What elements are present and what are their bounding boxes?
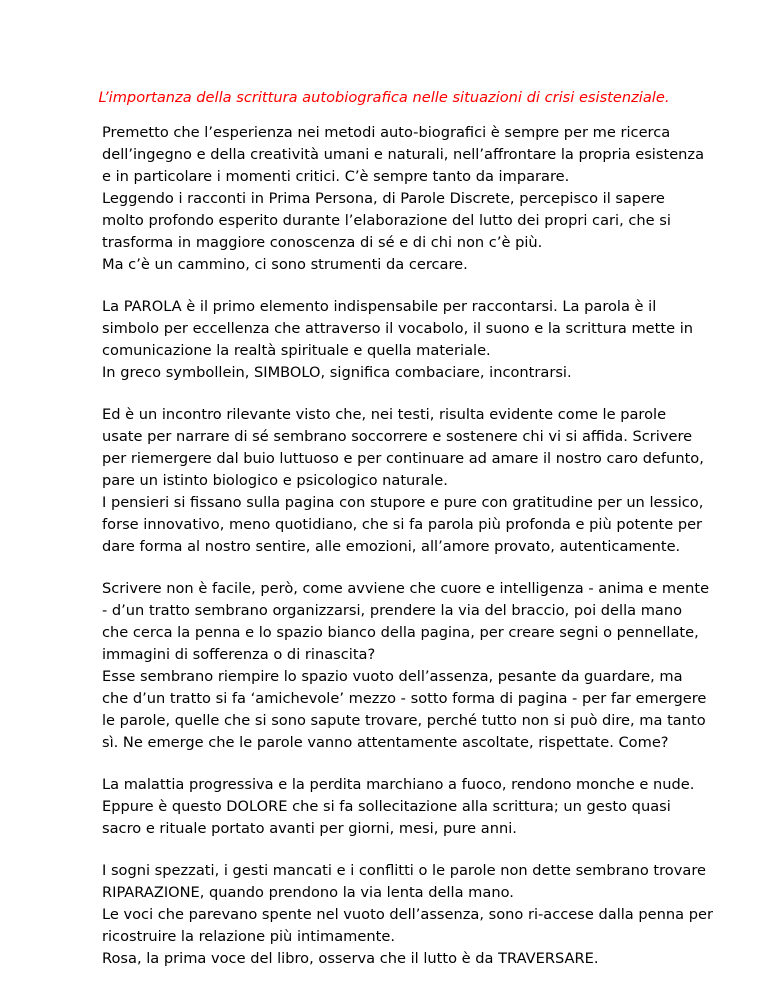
text-line: Leggendo i racconti in Prima Persona, di Parole Discrete, percepisco il sapere (102, 190, 665, 207)
text-line: immagini di sofferenza o di rinascita? (102, 646, 376, 663)
text-line: I sogni spezzati, i gesti mancati e i conflitti o le parole non dette sembrano trovare (102, 862, 706, 879)
text-line: La PAROLA è il primo elemento indispensabile per raccontarsi. La parola è il (102, 298, 657, 315)
text-line: comunicazione la realtà spirituale e quella materiale. (102, 342, 491, 359)
text-line: Ma c’è un cammino, ci sono strumenti da cercare. (102, 256, 468, 273)
text-line: simbolo per eccellenza che attraverso il vocabolo, il suono e la scrittura mette in (102, 320, 694, 337)
text-line: che d’un tratto si fa ‘amichevole’ mezzo - sotto forma di pagina - per far emergere (102, 690, 707, 707)
text-line: ricostruire la relazione più intimamente. (102, 928, 395, 945)
text-line: le parole, quelle che si sono sapute trovare, perché tutto non si può dire, ma tanto (102, 712, 706, 729)
text-line: Rosa, la prima voce del libro, osserva che il lutto è da TRAVERSARE. (102, 950, 599, 967)
text-line: trasforma in maggiore conoscenza di sé e di chi non c’è più. (102, 234, 543, 251)
text-line: per riemergere dal buio luttuoso e per continuare ad amare il nostro caro defunto, (102, 450, 704, 467)
text-line: sì. Ne emerge che le parole vanno attentamente ascoltate, rispettate. Come? (102, 734, 669, 751)
text-line: e in particolare i momenti critici. C’è sempre tanto da imparare. (102, 168, 570, 185)
paragraph (102, 122, 742, 276)
document-body (102, 122, 742, 990)
document-title: L’importanza della scrittura autobiografica nelle situazioni di crisi esistenziale. (98, 89, 670, 106)
text-line: sacro e rituale portato avanti per giorni, mesi, pure anni. (102, 820, 517, 837)
text-line: I pensieri si fissano sulla pagina con stupore e pure con gratitudine per un lessico, (102, 494, 704, 511)
paragraph (102, 404, 742, 558)
text-line: dare forma al nostro sentire, alle emozioni, all’amore provato, autenticamente. (102, 538, 681, 555)
text-line: Esse sembrano riempire lo spazio vuoto dell’assenza, pesante da guardare, ma (102, 668, 683, 685)
paragraph (102, 860, 742, 970)
text-line: forse innovativo, meno quotidiano, che si fa parola più profonda e più potente per (102, 516, 703, 533)
paragraph (102, 296, 742, 384)
text-line: Ed è un incontro rilevante visto che, nei testi, risulta evidente come le parole (102, 406, 667, 423)
text-line: Premetto che l’esperienza nei metodi auto-biografici è sempre per me ricerca (102, 124, 671, 141)
text-line: In greco symbollein, SIMBOLO, significa combaciare, incontrarsi. (102, 364, 572, 381)
text-line: usate per narrare di sé sembrano soccorrere e sostenere chi vi si affida. Scrivere (102, 428, 693, 445)
text-line: Le voci che parevano spente nel vuoto dell’assenza, sono ri-accese dalla penna per (102, 906, 713, 923)
text-line: pare un istinto biologico e psicologico naturale. (102, 472, 448, 489)
paragraph (102, 578, 742, 754)
text-line: RIPARAZIONE, quando prendono la via lenta della mano. (102, 884, 514, 901)
text-line: Eppure è questo DOLORE che si fa sollecitazione alla scrittura; un gesto quasi (102, 798, 671, 815)
paragraph (102, 774, 742, 840)
text-line: che cerca la penna e lo spazio bianco della pagina, per creare segni o pennellate, (102, 624, 699, 641)
text-line: Scrivere non è facile, però, come avviene che cuore e intelligenza - anima e mente (102, 580, 710, 597)
text-line: La malattia progressiva e la perdita marchiano a fuoco, rendono monche e nude. (102, 776, 695, 793)
text-line: molto profondo esperito durante l’elaborazione del lutto dei propri cari, che si (102, 212, 671, 229)
text-line: dell’ingegno e della creatività umani e naturali, nell’affrontare la propria esistenza (102, 146, 705, 163)
text-line: - d’un tratto sembrano organizzarsi, prendere la via del braccio, poi della mano (102, 602, 683, 619)
